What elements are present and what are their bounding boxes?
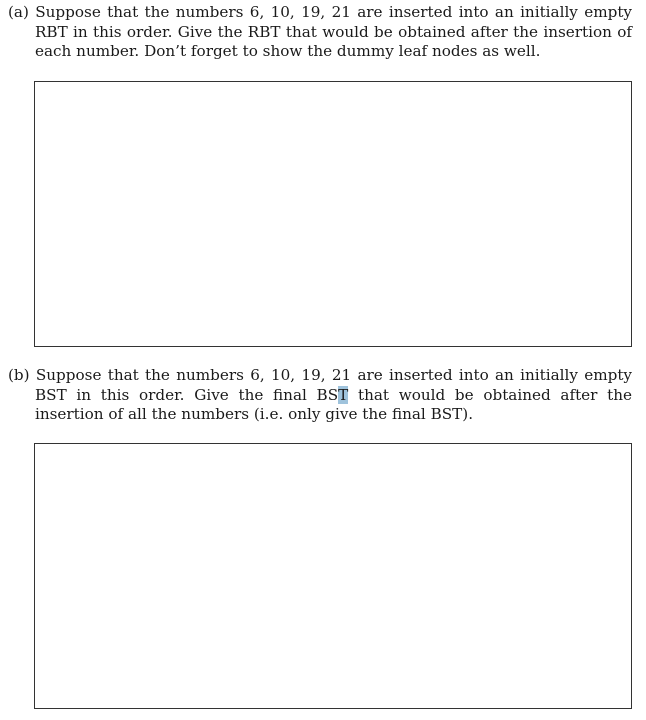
selected-text-highlight[interactable]: T: [338, 385, 349, 404]
question-a-label: (a): [8, 3, 29, 21]
question-a: [8, 3, 632, 62]
answer-box-a[interactable]: [34, 81, 632, 347]
question-b-text: [8, 366, 632, 425]
answer-box-b[interactable]: [34, 443, 632, 709]
question-b-body-start: Suppose that the numbers 6, 10, 19, 21 are inserted into an initially empty BST in this order. Give the final BS: [35, 366, 633, 404]
question-b: [8, 366, 632, 425]
question-b-body-end: that would be obtained after the insertion of all the numbers (i.e. only give the final BST).: [35, 385, 632, 423]
question-a-text: [8, 3, 632, 62]
question-a-body: Suppose that the numbers 6, 10, 19, 21 are inserted into an initially empty RBT in this order. Give the RBT that would be obtained after the insertion of each number. Don’t forget to show the dummy leaf nodes as well.: [35, 3, 633, 60]
question-b-label: (b): [8, 366, 30, 384]
